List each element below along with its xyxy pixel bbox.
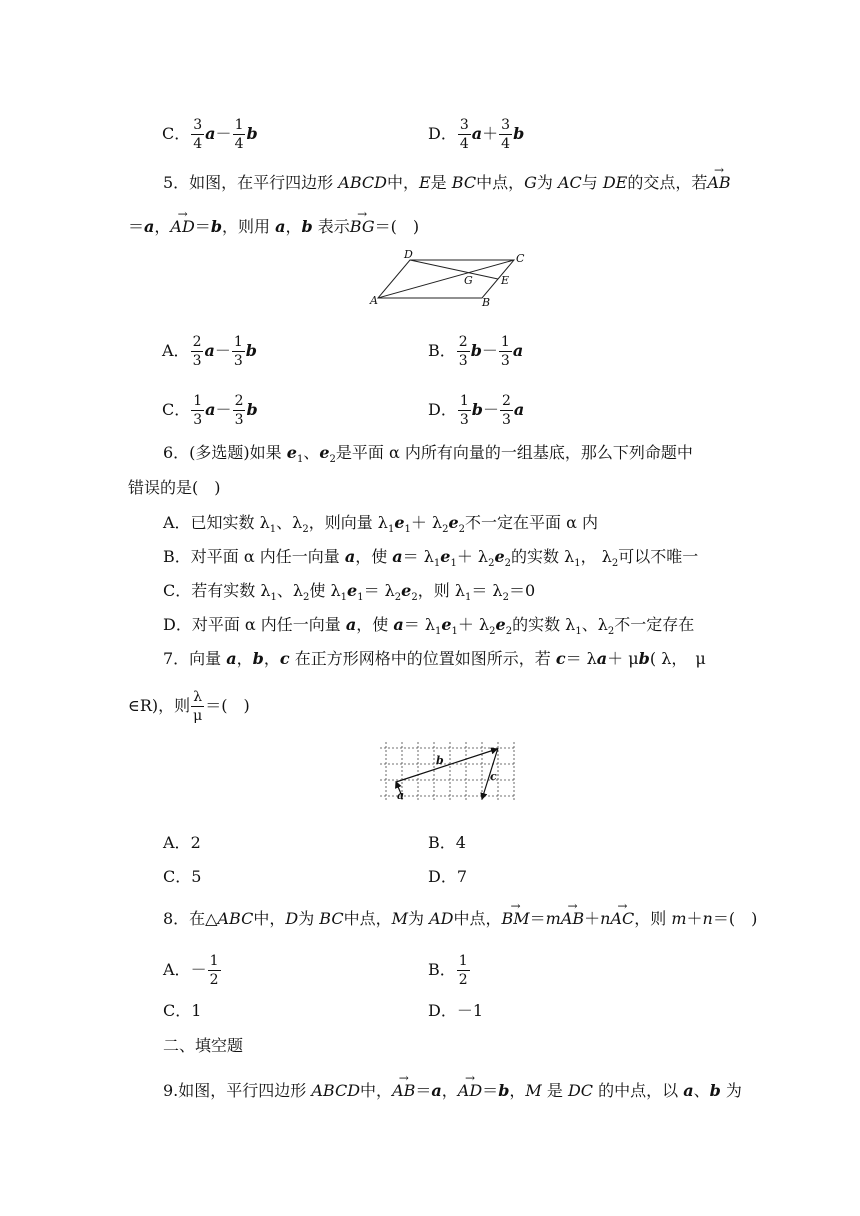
q7-option-c[interactable]: C．5 xyxy=(163,867,202,886)
q6-stem-line2: 错误的是( ) xyxy=(128,478,221,497)
q5-option-c[interactable]: C． $\frac{1}{3}$ a－ $\frac{2}{3}$ b xyxy=(162,393,258,428)
fraction: $\frac{1}{3}$ xyxy=(459,393,469,428)
label-g: G xyxy=(464,274,473,287)
fraction: $\frac{3}{4}$ xyxy=(193,117,203,152)
vector-b-arrow xyxy=(396,749,497,782)
parallelogram-figure xyxy=(368,248,528,308)
q6-option-b[interactable]: B．对平面 α 内任一向量 a，使 $a= \lambda_1e_1+ \lambda_2e_2$的实数 $\lambda_1$， $\lambda_2$可以不唯一 xyxy=(163,547,699,570)
label-d: D xyxy=(404,248,413,261)
vector-bm: → BM xyxy=(502,908,530,930)
q6-stem-line1: 6．(多选题)如果 $e_1$、$e_2$是平面 α 内所有向量的一组基底，那么下列命题中 xyxy=(163,443,693,466)
vector-ad: → AD xyxy=(458,1080,482,1102)
fraction: $\frac{1}{3}$ xyxy=(500,334,510,369)
fraction: $\frac{3}{4}$ xyxy=(501,117,511,152)
fraction: $\frac{2}{3}$ xyxy=(234,393,244,428)
q6-option-d[interactable]: D．对平面 α 内任一向量 a，使 $a= \lambda_1e_1+ \lambda_2e_2$的实数 $\lambda_1$、$\lambda_2$不一定存在 xyxy=(163,615,695,638)
q5-option-a[interactable]: A． $\frac{2}{3}$ a－ $\frac{1}{3}$ b xyxy=(162,334,257,369)
q5-option-d[interactable]: D． $\frac{1}{3}$ b－ $\frac{2}{3}$ a xyxy=(428,393,525,428)
fraction: $\frac{2}{3}$ xyxy=(501,393,511,428)
fraction: $\frac{1}{2}$ xyxy=(209,953,219,988)
q7-option-d[interactable]: D．7 xyxy=(428,867,468,886)
diagonal-ac xyxy=(378,260,514,298)
label-a: A xyxy=(370,294,378,307)
fraction: $\frac{1}{3}$ xyxy=(233,334,243,369)
q4-option-d[interactable]: D． $\frac{3}{4}$ a＋ $\frac{3}{4}$ b xyxy=(428,117,525,152)
grid-vector-figure xyxy=(378,740,518,806)
label-c: C xyxy=(516,252,525,265)
q8-option-b[interactable]: B． $\frac{1}{2}$ xyxy=(428,953,468,988)
vector-ad: → AD xyxy=(170,216,194,238)
q5-stem-line1: 5．如图，在平行四边形 ABCD中，E是 BC中点，G为 AC与 DE的交点，若→ AB xyxy=(163,172,731,194)
label-b: B xyxy=(482,296,491,308)
fraction: $\frac{2}{3}$ xyxy=(458,334,468,369)
q8-option-a[interactable]: A．－ $\frac{1}{2}$ xyxy=(163,953,219,988)
fraction: $\frac{3}{4}$ xyxy=(459,117,469,152)
label-vector-b: b xyxy=(436,754,444,767)
q7-stem-line1: 7．向量 a，b，c 在正方形网格中的位置如图所示，若 c＝ λa＋ μb( λ， μ xyxy=(163,649,706,668)
q5-option-b[interactable]: B． $\frac{2}{3}$ b－ $\frac{1}{3}$ a xyxy=(428,334,524,369)
label-vector-c: c xyxy=(490,770,497,783)
vector-ab: → AB xyxy=(561,908,584,930)
section-heading-fill-in: 二、填空题 xyxy=(163,1036,244,1055)
q8-stem: 8．在△ABC中，D为 BC中点，M为 AD中点，→ BM＝m→ AB＋n→ AC，则 m＋n＝( ) xyxy=(163,908,757,930)
fraction: $\frac{2}{3}$ xyxy=(192,334,202,369)
vector-ac: → AC xyxy=(610,908,634,930)
segment-de xyxy=(410,260,498,279)
fraction: $\frac{1}{3}$ xyxy=(193,393,203,428)
vector-ab: → AB xyxy=(707,172,730,194)
q8-option-d[interactable]: D．－1 xyxy=(428,1001,484,1020)
q7-option-a[interactable]: A．2 xyxy=(163,833,201,852)
q7-stem-line2: ∈R)，则 $\frac{\lambda}{\mu}$ ＝( ) xyxy=(128,689,250,724)
vector-bg: → BG xyxy=(350,216,375,238)
q5-stem-line2: ＝a，→ AD＝b，则用 a，b 表示→ BG＝( ) xyxy=(128,216,419,238)
q4-option-c[interactable]: C． $\frac{3}{4}$ a－ $\frac{1}{4}$ b xyxy=(162,117,258,152)
label-vector-a: a xyxy=(397,789,405,802)
q6-option-a[interactable]: A．已知实数 $\lambda_1$、$\lambda_2$，则向量 $\lambda_1e_1+ \lambda_2e_2$不一定在平面 α 内 xyxy=(163,513,599,536)
q8-option-c[interactable]: C．1 xyxy=(163,1001,202,1020)
fraction-lambda-over-mu: $\frac{\lambda}{\mu}$ xyxy=(193,689,203,724)
label-e: E xyxy=(501,274,510,287)
q9-stem: 9.如图，平行四边形 ABCD中，→ AB＝a，→ AD＝b，M 是 DC 的中点，以 a、b 为 xyxy=(163,1080,742,1102)
q7-option-b[interactable]: B．4 xyxy=(428,833,466,852)
vector-ab: → AB xyxy=(392,1080,415,1102)
fraction: $\frac{1}{2}$ xyxy=(458,953,468,988)
q6-option-c[interactable]: C．若有实数 $\lambda_1$、$\lambda_2$使 $\lambda_1e_1= \lambda_2e_2$，则 $\lambda_1= \lambda_2=0$ xyxy=(163,581,536,604)
fraction: $\frac{1}{4}$ xyxy=(234,117,244,152)
